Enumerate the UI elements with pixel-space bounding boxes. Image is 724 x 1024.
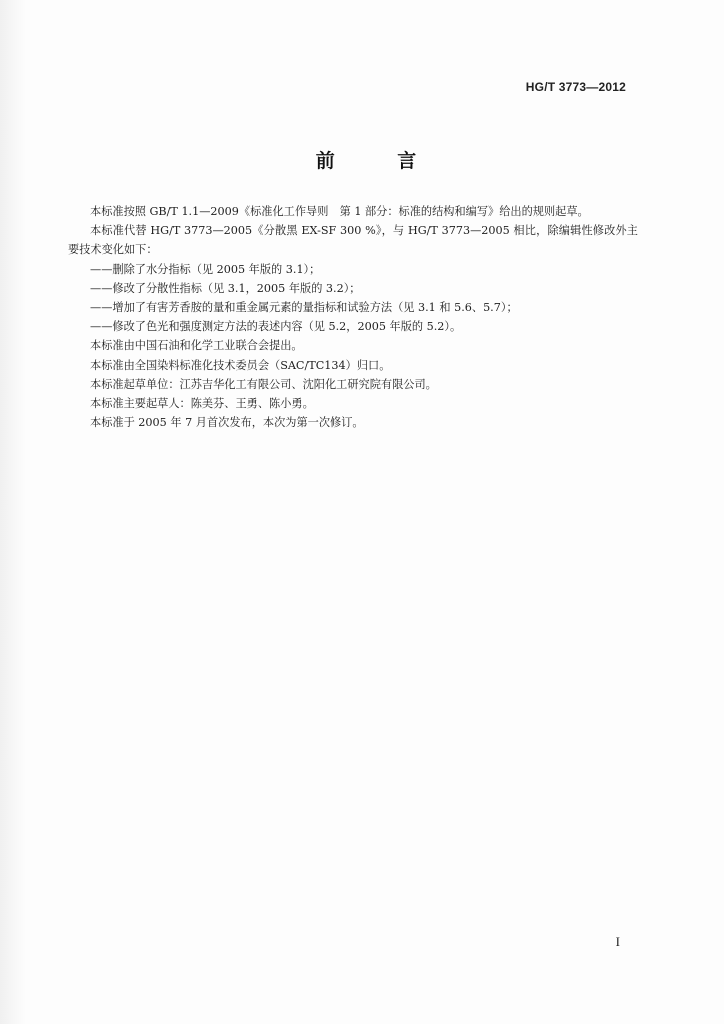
change-item: ——修改了色光和强度测定方法的表述内容（见 5.2，2005 年版的 5.2）。 [90, 320, 462, 334]
paragraph-proposer: 本标准由中国石油和化学工业联合会提出。 [90, 339, 303, 353]
paragraph-drafters: 本标准主要起草人：陈美芬、王勇、陈小勇。 [90, 397, 314, 411]
foreword-body [68, 202, 638, 432]
page-number: I [615, 934, 620, 949]
change-item: ——增加了有害芳香胺的量和重金属元素的量指标和试验方法（见 3.1 和 5.6、5.7）； [90, 301, 518, 315]
paragraph-drafting-units: 本标准起草单位：江苏吉华化工有限公司、沈阳化工研究院有限公司。 [90, 377, 437, 391]
paragraph-committee: 本标准由全国染料标准化技术委员会（SAC/TC134）归口。 [90, 358, 391, 372]
change-item: ——修改了分散性指标（见 3.1，2005 年版的 3.2）； [90, 281, 361, 295]
paragraph-history: 本标准于 2005 年 7 月首次发布，本次为第一次修订。 [90, 416, 364, 430]
change-item: ——删除了水分指标（见 2005 年版的 3.1）； [90, 262, 321, 276]
paragraph-replacement: 本标准代替 HG/T 3773—2005《分散黑 EX-SF 300 %》，与 HG/T 3773—2005 相比，除编辑性修改外主要技术变化如下： [68, 224, 638, 257]
paragraph-drafting-rules: 本标准按照 GB/T 1.1—2009《标准化工作导则 第 1 部分：标准的结构和编写》给出的规则起草。 [90, 205, 589, 218]
standard-code-header: HG/T 3773—2012 [525, 80, 626, 94]
page-title: 前 言 [315, 150, 445, 172]
